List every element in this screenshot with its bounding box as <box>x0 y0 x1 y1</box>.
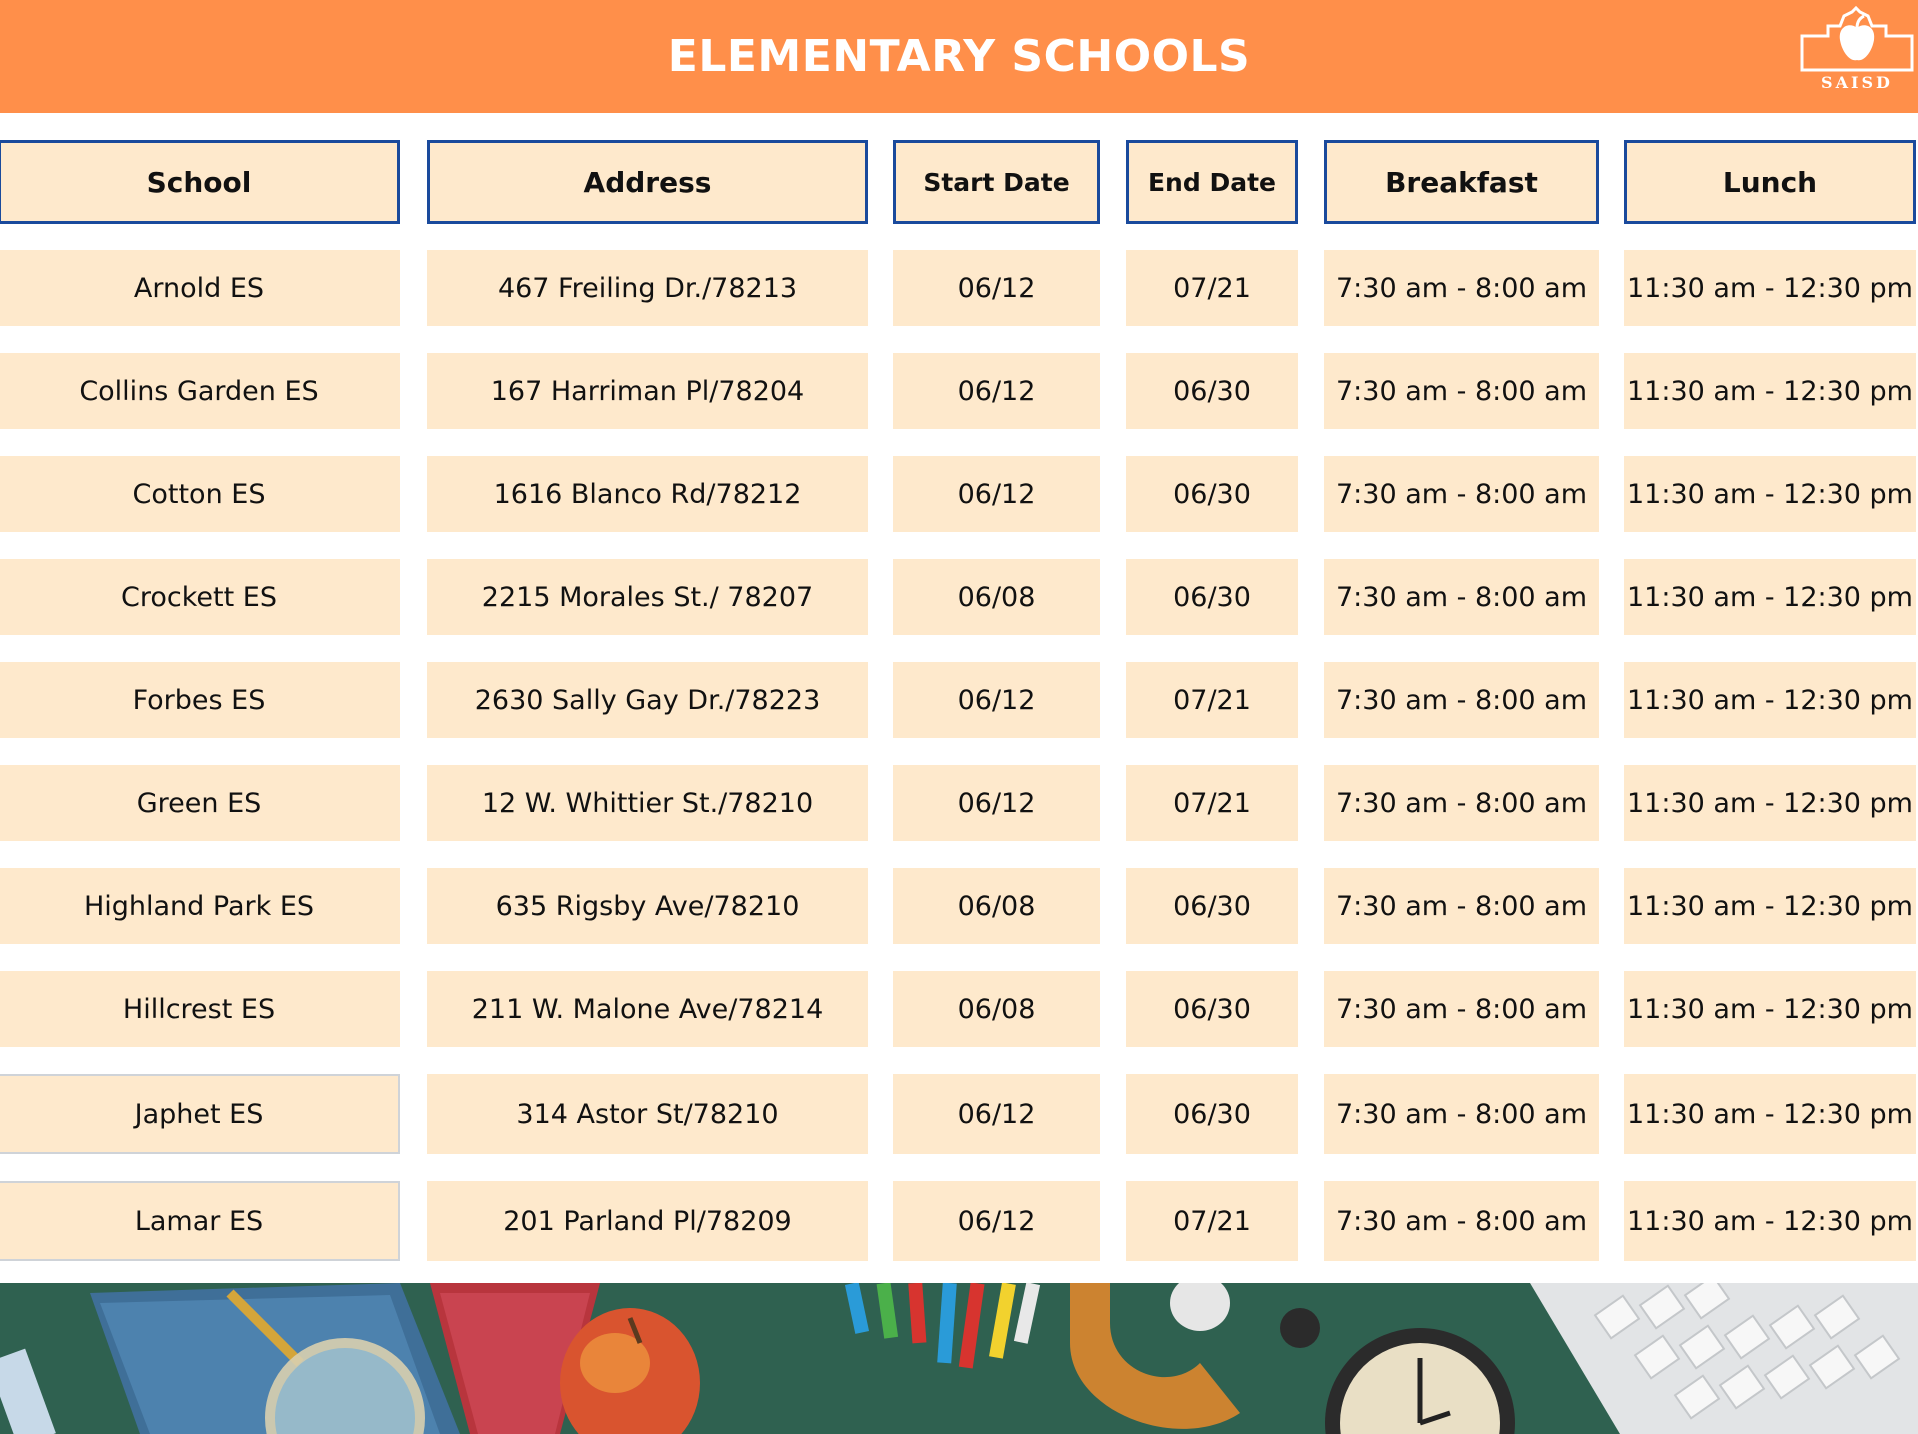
table-cell-lunch: 11:30 am - 12:30 pm <box>1624 765 1916 841</box>
table-cell-start-date: 06/12 <box>893 456 1100 532</box>
saisd-logo <box>1800 6 1914 92</box>
table-cell-school: Collins Garden ES <box>0 353 400 429</box>
school-supplies-illustration <box>0 1283 1918 1434</box>
table-cell-school: Cotton ES <box>0 456 400 532</box>
table-cell-lunch: 11:30 am - 12:30 pm <box>1624 868 1916 944</box>
column-header-address: Address <box>427 140 868 224</box>
table-cell-start-date: 06/12 <box>893 765 1100 841</box>
table-cell-address: 1616 Blanco Rd/78212 <box>427 456 868 532</box>
table-cell-start-date: 06/12 <box>893 1181 1100 1261</box>
table-cell-breakfast: 7:30 am - 8:00 am <box>1324 662 1599 738</box>
table-cell-start-date: 06/12 <box>893 353 1100 429</box>
table-cell-school: Lamar ES <box>0 1181 400 1261</box>
table-cell-lunch: 11:30 am - 12:30 pm <box>1624 971 1916 1047</box>
column-header-start-date: Start Date <box>893 140 1100 224</box>
table-cell-school: Forbes ES <box>0 662 400 738</box>
table-cell-address: 2630 Sally Gay Dr./78223 <box>427 662 868 738</box>
table-cell-start-date: 06/08 <box>893 971 1100 1047</box>
table-cell-end-date: 07/21 <box>1126 1181 1298 1261</box>
table-cell-lunch: 11:30 am - 12:30 pm <box>1624 1181 1916 1261</box>
table-cell-lunch: 11:30 am - 12:30 pm <box>1624 559 1916 635</box>
table-cell-end-date: 07/21 <box>1126 662 1298 738</box>
column-header-lunch: Lunch <box>1624 140 1916 224</box>
table-cell-breakfast: 7:30 am - 8:00 am <box>1324 971 1599 1047</box>
table-cell-address: 167 Harriman Pl/78204 <box>427 353 868 429</box>
table-cell-end-date: 06/30 <box>1126 456 1298 532</box>
page-title: ELEMENTARY SCHOOLS <box>667 31 1251 82</box>
logo-text: SAISD <box>1821 73 1893 92</box>
table-cell-address: 201 Parland Pl/78209 <box>427 1181 868 1261</box>
table-cell-end-date: 06/30 <box>1126 559 1298 635</box>
table-cell-end-date: 06/30 <box>1126 868 1298 944</box>
table-cell-school: Green ES <box>0 765 400 841</box>
table-cell-address: 2215 Morales St./ 78207 <box>427 559 868 635</box>
footer-illustration <box>0 1283 1918 1434</box>
table-cell-school: Highland Park ES <box>0 868 400 944</box>
column-header-school: School <box>0 140 400 224</box>
table-cell-end-date: 07/21 <box>1126 765 1298 841</box>
column-header-breakfast: Breakfast <box>1324 140 1599 224</box>
table-cell-start-date: 06/12 <box>893 250 1100 326</box>
table-cell-address: 211 W. Malone Ave/78214 <box>427 971 868 1047</box>
table-cell-start-date: 06/12 <box>893 1074 1100 1154</box>
table-cell-start-date: 06/12 <box>893 662 1100 738</box>
table-cell-lunch: 11:30 am - 12:30 pm <box>1624 1074 1916 1154</box>
table-cell-end-date: 06/30 <box>1126 971 1298 1047</box>
table-cell-start-date: 06/08 <box>893 868 1100 944</box>
table-cell-end-date: 06/30 <box>1126 353 1298 429</box>
table-cell-address: 12 W. Whittier St./78210 <box>427 765 868 841</box>
table-cell-breakfast: 7:30 am - 8:00 am <box>1324 250 1599 326</box>
table-cell-lunch: 11:30 am - 12:30 pm <box>1624 662 1916 738</box>
table-cell-breakfast: 7:30 am - 8:00 am <box>1324 868 1599 944</box>
table-cell-school: Crockett ES <box>0 559 400 635</box>
page-header <box>0 0 1918 113</box>
apple-building-icon <box>1800 6 1914 76</box>
table-cell-end-date: 06/30 <box>1126 1074 1298 1154</box>
table-cell-address: 635 Rigsby Ave/78210 <box>427 868 868 944</box>
table-cell-lunch: 11:30 am - 12:30 pm <box>1624 456 1916 532</box>
table-cell-breakfast: 7:30 am - 8:00 am <box>1324 559 1599 635</box>
table-cell-address: 467 Freiling Dr./78213 <box>427 250 868 326</box>
table-cell-lunch: 11:30 am - 12:30 pm <box>1624 250 1916 326</box>
table-cell-breakfast: 7:30 am - 8:00 am <box>1324 456 1599 532</box>
table-cell-school: Hillcrest ES <box>0 971 400 1047</box>
table-cell-school: Arnold ES <box>0 250 400 326</box>
table-cell-start-date: 06/08 <box>893 559 1100 635</box>
table-cell-breakfast: 7:30 am - 8:00 am <box>1324 765 1599 841</box>
table-cell-end-date: 07/21 <box>1126 250 1298 326</box>
table-cell-breakfast: 7:30 am - 8:00 am <box>1324 1181 1599 1261</box>
table-cell-lunch: 11:30 am - 12:30 pm <box>1624 353 1916 429</box>
column-header-end-date: End Date <box>1126 140 1298 224</box>
table-cell-address: 314 Astor St/78210 <box>427 1074 868 1154</box>
table-cell-school: Japhet ES <box>0 1074 400 1154</box>
table-cell-breakfast: 7:30 am - 8:00 am <box>1324 1074 1599 1154</box>
table-cell-breakfast: 7:30 am - 8:00 am <box>1324 353 1599 429</box>
